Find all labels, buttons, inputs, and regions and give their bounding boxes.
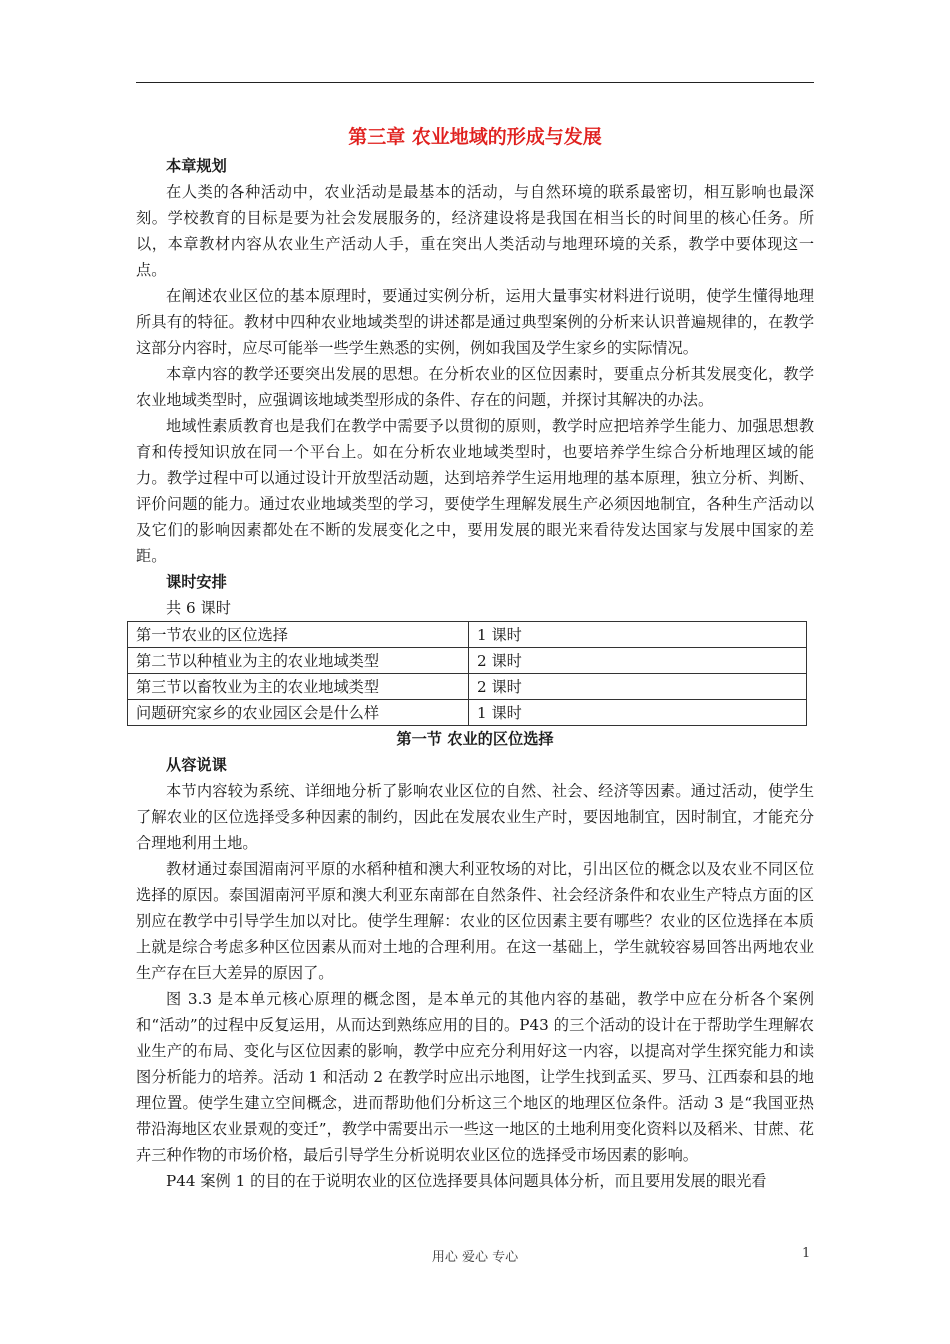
- schedule-heading: 课时安排: [166, 573, 227, 591]
- document-body: [136, 122, 814, 1194]
- planning-paragraph-1: 在人类的各种活动中，农业活动是最基本的活动，与自然环境的联系最密切，相互影响也最深刻。学校教育的目标是要为社会发展服务的，经济建设将是我国在相当长的时间里的核心任务。所以，本章教材内容从农业生产活动人手，重在突出人类活动与地理环境的关系，教学中要体现这一点。: [136, 183, 814, 279]
- schedule-hours-cell: 2 课时: [469, 648, 807, 674]
- section-paragraph-1: 本节内容较为系统、详细地分析了影响农业区位的自然、社会、经济等因素。通过活动，使学生了解农业的区位选择受多种因素的制约，因此在发展农业生产时，要因地制宜，因时制宜，才能充分合理地利用土地。: [136, 782, 814, 852]
- section-paragraph-2: 教材通过泰国湄南河平原的水稻种植和澳大利亚牧场的对比，引出区位的概念以及农业不同区位选择的原因。泰国湄南河平原和澳大利亚东南部在自然条件、社会经济条件和农业生产特点方面的区别应在教学中引导学生加以对比。使学生理解：农业的区位因素主要有哪些？农业的区位选择在本质上就是综合考虑多种区位因素从而对土地的合理利用。在这一基础上，学生就较容易回答出两地农业生产存在巨大差异的原因了。: [136, 860, 814, 982]
- planning-paragraph-4: 地域性素质教育也是我们在教学中需要予以贯彻的原则，教学时应把培养学生能力、加强思想教育和传授知识放在同一个平台上。如在分析农业地域类型时，也要培养学生综合分析地理区域的能力。教学过程中可以通过设计开放型活动题，达到培养学生运用地理的基本原理，独立分析、判断、评价问题的能力。通过农业地域类型的学习，要使学生理解发展生产必须因地制宜，各种生产活动以及它们的影响因素都处在不断的发展变化之中，要用发展的眼光来看待发达国家与发展中国家的差距。: [136, 417, 814, 565]
- schedule-section-cell: 第一节农业的区位选择: [128, 622, 469, 648]
- schedule-total: 共 6 课时: [166, 599, 231, 617]
- schedule-hours-cell: 1 课时: [469, 622, 807, 648]
- section-title: 第一节 农业的区位选择: [396, 730, 554, 748]
- schedule-section-cell: 问题研究家乡的农业园区会是什么样: [128, 700, 469, 726]
- header-rule: [136, 82, 814, 83]
- table-row: [128, 622, 807, 648]
- section-paragraph-3: 图 3.3 是本单元核心原理的概念图，是本单元的其他内容的基础，教学中应在分析各个案例和“活动”的过程中反复运用，从而达到熟练应用的目的。P43 的三个活动的设计在于帮助学生理解农业生产的布局、变化与区位因素的影响，教学中应充分利用好这一内容，以提高对学生探究能力和读图分析能力的培养。活动 1 和活动 2 在教学时应出示地图，让学生找到孟买、罗马、江西泰和县的地理位置。使学生建立空间概念，进而帮助他们分析这三个地区的地理区位条件。活动 3 是“我国亚热带沿海地区农业景观的变迁”，教学中需要出示一些这一地区的土地利用变化资料以及稻米、甘蔗、花卉三种作物的市场价格，最后引导学生分析说明农业区位的选择受市场因素的影响。: [136, 990, 814, 1164]
- footer-motto: 用心 爱心 专心: [431, 1250, 519, 1265]
- planning-heading: 本章规划: [166, 157, 227, 175]
- section-heading: 从容说课: [166, 756, 227, 774]
- schedule-table: [127, 621, 807, 726]
- schedule-section-cell: 第三节以畜牧业为主的农业地域类型: [128, 674, 469, 700]
- table-row: [128, 674, 807, 700]
- schedule-section-cell: 第二节以种植业为主的农业地域类型: [128, 648, 469, 674]
- schedule-hours-cell: 2 课时: [469, 674, 807, 700]
- planning-paragraph-2: 在阐述农业区位的基本原理时，要通过实例分析，运用大量事实材料进行说明，使学生懂得地理所具有的特征。教材中四种农业地域类型的讲述都是通过典型案例的分析来认识普遍规律的，在教学这部分内容时，应尽可能举一些学生熟悉的实例，例如我国及学生家乡的实际情况。: [136, 287, 814, 357]
- table-row: [128, 700, 807, 726]
- page-number: 1: [802, 1246, 811, 1261]
- table-row: [128, 648, 807, 674]
- schedule-hours-cell: 1 课时: [469, 700, 807, 726]
- section-paragraph-4: P44 案例 1 的目的在于说明农业的区位选择要具体问题具体分析，而且要用发展的眼光看: [166, 1172, 767, 1190]
- planning-paragraph-3: 本章内容的教学还要突出发展的思想。在分析农业的区位因素时，要重点分析其发展变化，教学农业地域类型时，应强调该地域类型形成的条件、存在的问题，并探讨其解决的办法。: [136, 365, 814, 409]
- chapter-title: 第三章 农业地域的形成与发展: [348, 126, 602, 148]
